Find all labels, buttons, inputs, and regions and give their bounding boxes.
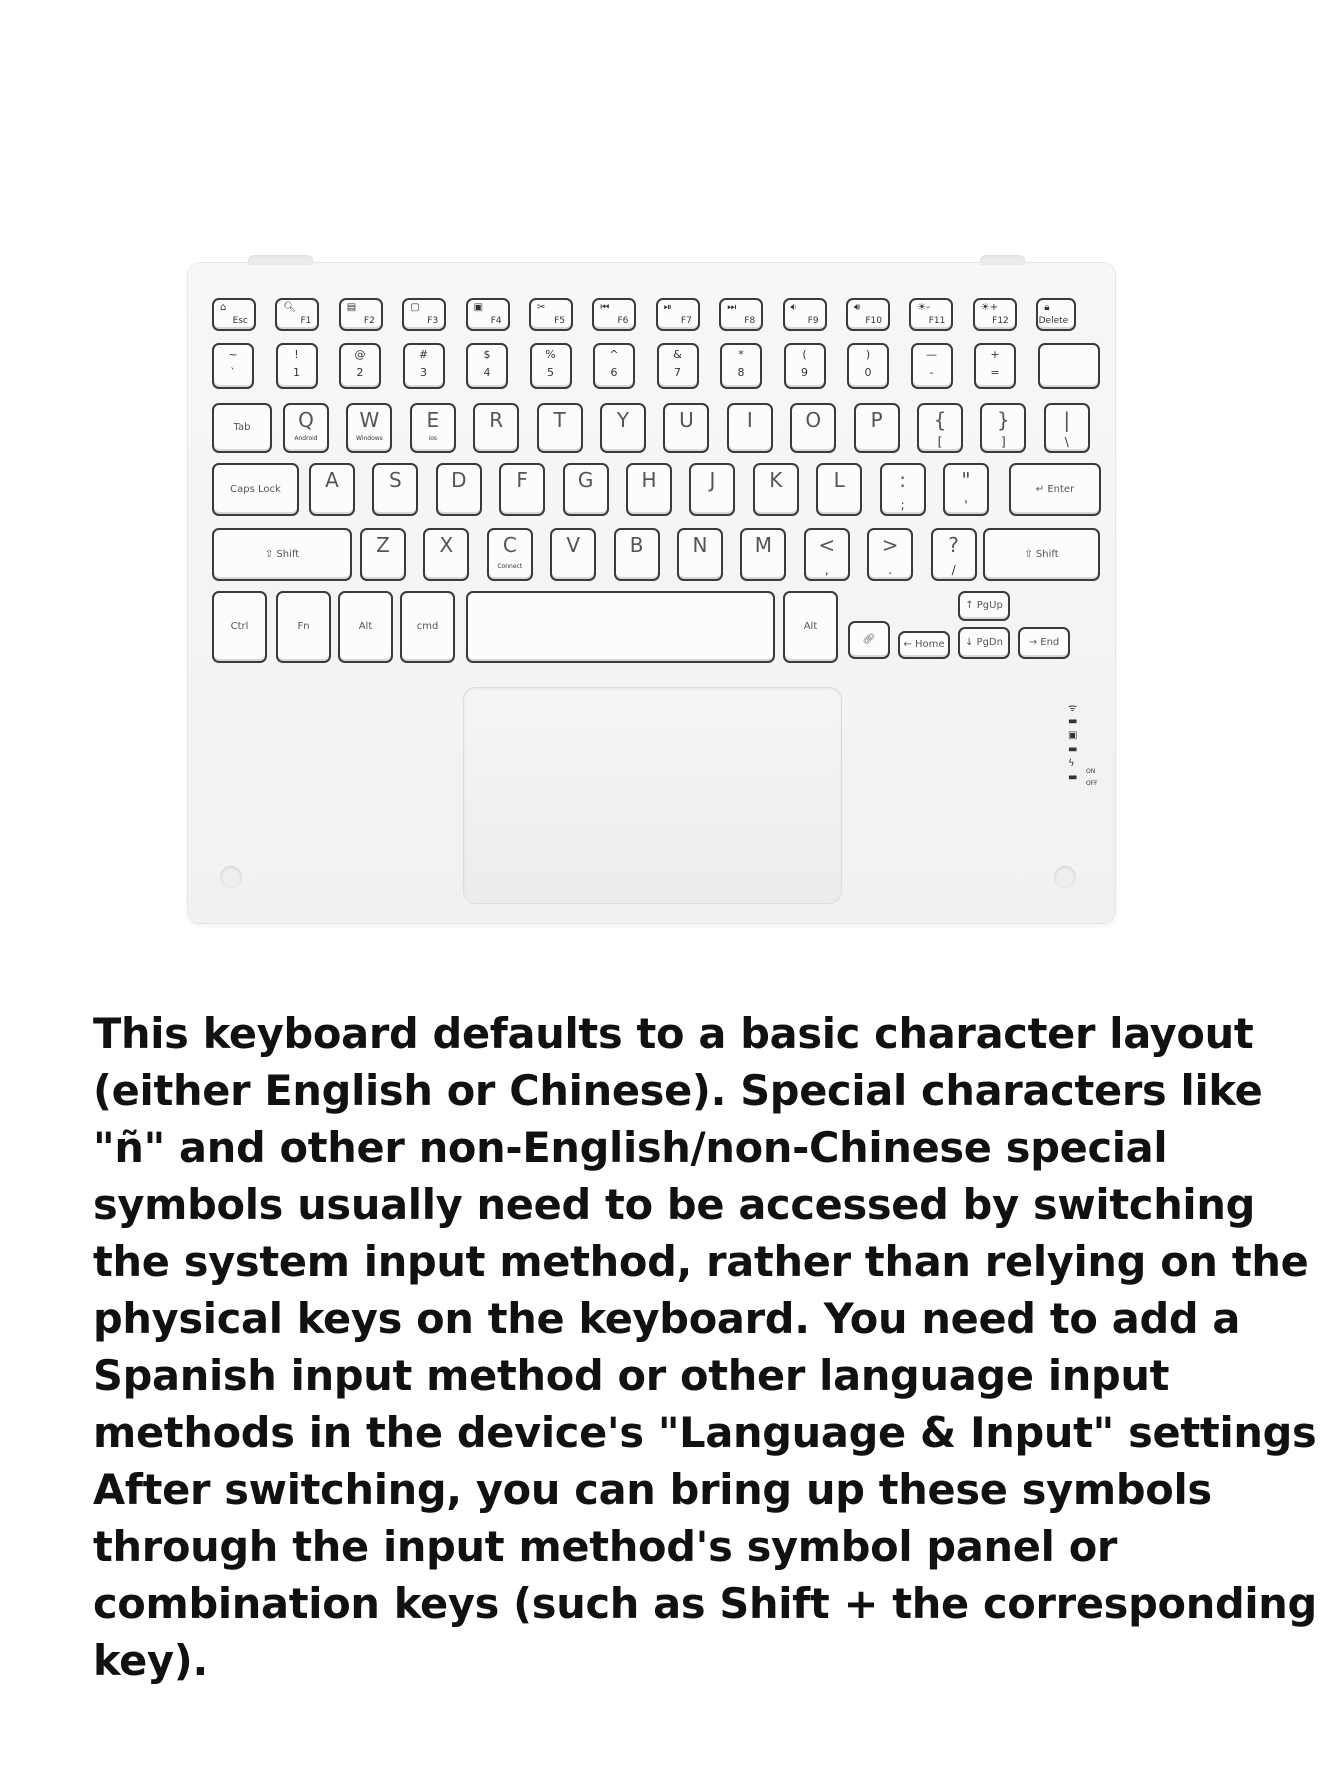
key-f2 xyxy=(339,298,383,331)
u-label: U xyxy=(679,408,694,432)
key-pgdn xyxy=(958,627,1010,659)
i-label: I xyxy=(746,408,753,432)
key-d5 xyxy=(530,343,572,389)
key-ralt xyxy=(783,591,838,663)
key-grave xyxy=(212,343,254,389)
pgup-label: ↑ PgUp xyxy=(965,600,1003,611)
n-label: N xyxy=(692,533,708,557)
ralt-label: Alt xyxy=(803,621,818,632)
f7-function-icon: ⏯ xyxy=(663,302,672,313)
lbracket-sub-label: [ xyxy=(937,435,943,449)
key-e xyxy=(410,403,456,453)
backslash-sub-label: \ xyxy=(1064,435,1069,449)
key-f7 xyxy=(656,298,700,331)
slash-sub-label: / xyxy=(951,563,956,577)
comma-label: < xyxy=(818,533,836,557)
globe-label: 🔗︎ xyxy=(862,634,876,645)
key-backspace xyxy=(1038,343,1100,389)
a-label: A xyxy=(325,468,339,492)
key-b xyxy=(614,528,660,581)
key-capslock xyxy=(212,463,299,516)
e-sub-label: ios xyxy=(428,435,438,442)
key-r xyxy=(473,403,519,453)
touchpad xyxy=(464,688,841,903)
rbracket-label: } xyxy=(997,408,1010,432)
key-fn xyxy=(276,591,331,663)
lalt-label: Alt xyxy=(358,621,373,632)
f12-label: F12 xyxy=(992,316,1009,326)
key-d xyxy=(436,463,482,516)
y-label: Y xyxy=(616,408,630,432)
period-sub-label: . xyxy=(888,563,893,577)
o-label: O xyxy=(805,408,822,432)
grave-upper-label: ~ xyxy=(228,348,238,361)
d4-upper-label: $ xyxy=(483,348,491,361)
end-label: → End xyxy=(1028,637,1060,648)
l-label: L xyxy=(833,468,845,492)
minus-lower-label: - xyxy=(929,366,934,379)
keyboard-image xyxy=(188,263,1115,923)
d3-lower-label: 3 xyxy=(420,366,427,379)
cmd-label: cmd xyxy=(416,621,439,632)
c-label: C xyxy=(502,533,517,557)
f8-label: F8 xyxy=(744,316,756,326)
key-f5 xyxy=(529,298,573,331)
key-enter xyxy=(1009,463,1101,516)
switch-off-label: OFF xyxy=(1086,780,1098,787)
key-f8 xyxy=(719,298,763,331)
delete-function-icon: 🔒︎ xyxy=(1044,302,1050,313)
key-f12 xyxy=(973,298,1017,331)
d7-lower-label: 7 xyxy=(674,366,681,379)
key-p xyxy=(854,403,900,453)
t-label: T xyxy=(553,408,566,432)
b-label: B xyxy=(629,533,644,557)
k-label: K xyxy=(769,468,783,492)
key-lalt xyxy=(338,591,393,663)
f4-function-icon: ▣ xyxy=(473,302,484,313)
esc-function-icon: ⌂ xyxy=(220,302,227,313)
f4-label: F4 xyxy=(490,316,502,326)
backslash-label: | xyxy=(1063,408,1071,432)
f12-function-icon: ☀+ xyxy=(980,302,999,313)
key-pgup xyxy=(958,591,1010,621)
f10-label: F10 xyxy=(865,316,882,326)
home-label: ← Home xyxy=(903,639,945,650)
quote-sub-label: ' xyxy=(964,498,968,512)
key-q xyxy=(283,403,329,453)
f10-function-icon: 🔊︎ xyxy=(854,302,861,313)
key-f9 xyxy=(783,298,827,331)
key-d0 xyxy=(847,343,889,389)
key-d4 xyxy=(466,343,508,389)
f5-function-icon: ✂ xyxy=(537,302,546,313)
key-n xyxy=(677,528,723,581)
m-label: M xyxy=(754,533,773,557)
h-label: H xyxy=(641,468,657,492)
q-sub-label: Android xyxy=(294,435,318,442)
key-f4 xyxy=(466,298,510,331)
d4-lower-label: 4 xyxy=(483,366,491,379)
d6-upper-label: ^ xyxy=(609,348,619,361)
minus-upper-label: — xyxy=(926,348,937,361)
key-f6 xyxy=(592,298,636,331)
period-label: > xyxy=(881,533,899,557)
f3-label: F3 xyxy=(427,316,439,326)
key-quote xyxy=(943,463,989,516)
p-label: P xyxy=(870,408,883,432)
f2-function-icon: ▤ xyxy=(346,302,357,313)
key-v xyxy=(550,528,596,581)
key-d6 xyxy=(593,343,635,389)
caps-indicator-icon: ▬ xyxy=(1068,716,1078,727)
key-f xyxy=(499,463,545,516)
slash-label: ? xyxy=(948,533,959,557)
status-indicators xyxy=(1068,700,1108,800)
key-slash xyxy=(931,528,977,581)
v-label: V xyxy=(566,533,581,557)
key-m xyxy=(740,528,786,581)
key-d1 xyxy=(276,343,318,389)
battery-indicator-icon: ▬ xyxy=(1068,744,1078,755)
f7-label: F7 xyxy=(680,316,692,326)
key-f3 xyxy=(402,298,446,331)
quote-label: " xyxy=(961,468,971,492)
key-comma xyxy=(804,528,850,581)
comma-sub-label: , xyxy=(824,563,829,577)
charge-indicator-icon: ϟ xyxy=(1068,758,1075,769)
key-rshift xyxy=(983,528,1100,581)
e-label: E xyxy=(426,408,440,432)
s-label: S xyxy=(389,468,402,492)
key-i xyxy=(727,403,773,453)
d1-upper-label: ! xyxy=(294,348,299,361)
w-sub-label: Windows xyxy=(355,435,383,442)
key-x xyxy=(423,528,469,581)
rubber-foot-left xyxy=(220,866,242,888)
key-j xyxy=(689,463,735,516)
fn-label: Fn xyxy=(297,621,310,632)
key-delete xyxy=(1036,298,1076,331)
lock-indicator-icon: ▣ xyxy=(1068,730,1078,741)
key-d7 xyxy=(657,343,699,389)
d8-upper-label: * xyxy=(738,348,744,361)
key-g xyxy=(563,463,609,516)
d5-upper-label: % xyxy=(545,348,556,361)
switch-on-label: ON xyxy=(1086,768,1096,775)
key-minus xyxy=(911,343,953,389)
esc-label: Esc xyxy=(232,316,248,326)
lshift-label: ⇧ Shift xyxy=(264,548,300,560)
f-label: F xyxy=(516,468,528,492)
key-f11 xyxy=(909,298,953,331)
key-rbracket xyxy=(980,403,1026,453)
key-f1 xyxy=(275,298,319,331)
key-f10 xyxy=(846,298,890,331)
d9-lower-label: 9 xyxy=(801,366,808,379)
d1-lower-label: 1 xyxy=(293,366,300,379)
lbracket-label: { xyxy=(933,408,947,432)
f5-label: F5 xyxy=(554,316,565,326)
key-backslash xyxy=(1044,403,1090,453)
f1-label: F1 xyxy=(300,316,312,326)
f9-label: F9 xyxy=(807,316,819,326)
d8-lower-label: 8 xyxy=(737,366,745,379)
ctrl-label: Ctrl xyxy=(230,621,249,632)
power-switch-icon: ▬ xyxy=(1068,772,1078,783)
f11-function-icon: ☀- xyxy=(917,302,930,313)
delete-label: Delete xyxy=(1038,316,1069,326)
description-text: This keyboard defaults to a basic character layout (either English or Chinese). Special characters like "ñ" and other non-English/non-Chinese special symbols usually need to be accessed by switching the system input method, rather than relying on the physical keys on the keyboard. You need to add a Spanish input method or other language input methods in the device's "Language & Input" settings After switching, you can bring up these symbols through the input method's symbol panel or combination keys (such as Shift + the corresponding key). xyxy=(93,1009,1317,1685)
key-home xyxy=(898,631,950,659)
key-c xyxy=(487,528,533,581)
pgdn-label: ↓ PgDn xyxy=(965,637,1003,648)
key-s xyxy=(372,463,418,516)
equals-lower-label: = xyxy=(990,366,1000,379)
d3-upper-label: # xyxy=(418,348,429,361)
key-ctrl xyxy=(212,591,267,663)
d2-upper-label: @ xyxy=(354,348,366,361)
key-d2 xyxy=(339,343,381,389)
key-d3 xyxy=(403,343,445,389)
key-y xyxy=(600,403,646,453)
rshift-label: ⇧ Shift xyxy=(1024,548,1059,560)
z-label: Z xyxy=(376,533,390,557)
f6-label: F6 xyxy=(617,316,629,326)
f2-label: F2 xyxy=(363,316,375,326)
d7-upper-label: & xyxy=(673,348,682,361)
w-label: W xyxy=(359,408,380,432)
key-z xyxy=(360,528,406,581)
d-label: D xyxy=(451,468,467,492)
j-label: J xyxy=(709,468,716,492)
d9-upper-label: ( xyxy=(802,348,807,361)
f3-function-icon: ▢ xyxy=(410,302,420,313)
f1-function-icon: 🔍︎ xyxy=(283,302,297,313)
rbracket-sub-label: ] xyxy=(1001,435,1006,449)
key-d8 xyxy=(720,343,762,389)
enter-label: ↵ Enter xyxy=(1035,483,1075,495)
key-lshift xyxy=(212,528,352,581)
f6-function-icon: ⏮ xyxy=(600,302,610,313)
q-label: Q xyxy=(298,408,314,432)
f8-function-icon: ⏭ xyxy=(727,302,737,313)
key-semicolon xyxy=(880,463,926,516)
key-o xyxy=(790,403,836,453)
tab-label: Tab xyxy=(233,422,251,433)
key-a xyxy=(309,463,355,516)
semicolon-label: : xyxy=(899,468,906,492)
key-d9 xyxy=(784,343,826,389)
key-w xyxy=(346,403,392,453)
key-tab xyxy=(212,403,272,453)
d0-lower-label: 0 xyxy=(864,366,872,379)
d0-upper-label: ) xyxy=(865,348,871,361)
capslock-label: Caps Lock xyxy=(230,483,281,495)
key-end xyxy=(1018,627,1070,659)
f9-function-icon: 🔉︎ xyxy=(790,302,797,313)
equals-upper-label: + xyxy=(990,348,1000,361)
r-label: R xyxy=(489,408,504,432)
key-lbracket xyxy=(917,403,963,453)
key-globe xyxy=(848,621,890,659)
key-esc xyxy=(212,298,256,331)
c-sub-label: Connect xyxy=(497,563,523,570)
d2-lower-label: 2 xyxy=(356,366,364,379)
key-equals xyxy=(974,343,1016,389)
key-t xyxy=(537,403,583,453)
key-cmd xyxy=(400,591,455,663)
key-l xyxy=(816,463,862,516)
key-h xyxy=(626,463,672,516)
key-space xyxy=(466,591,775,663)
g-label: G xyxy=(577,468,594,492)
x-label: X xyxy=(439,533,454,557)
d6-lower-label: 6 xyxy=(610,366,618,379)
key-period xyxy=(867,528,913,581)
key-k xyxy=(753,463,799,516)
wifi-indicator-icon: ᯤ xyxy=(1068,703,1078,714)
rubber-foot-right xyxy=(1054,866,1076,888)
grave-lower-label: ` xyxy=(230,366,236,379)
key-u xyxy=(663,403,709,453)
f11-label: F11 xyxy=(928,316,946,326)
d5-lower-label: 5 xyxy=(547,366,554,379)
semicolon-sub-label: ; xyxy=(900,498,905,512)
